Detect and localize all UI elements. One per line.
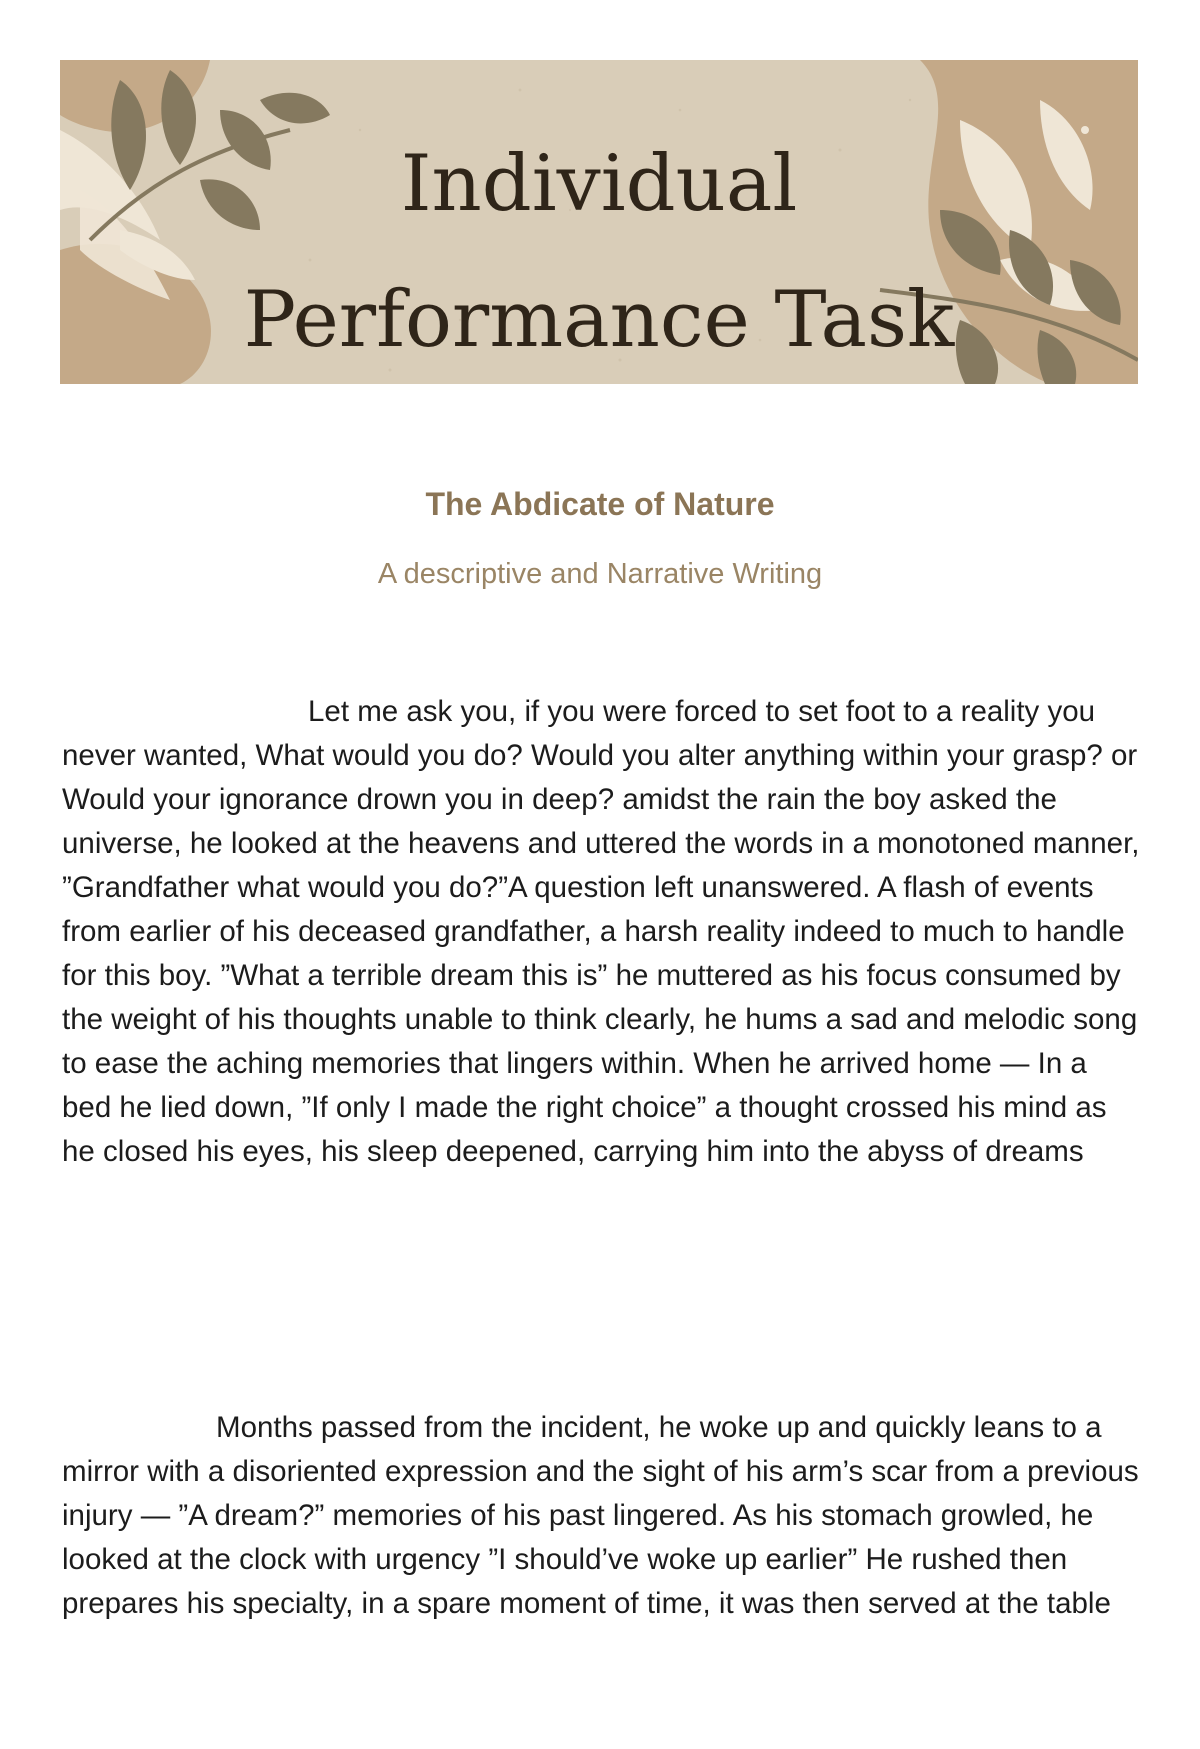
paragraph-1: Let me ask you, if you were forced to set foot to a reality you never wanted, What would you do? Would you alter anything within your grasp? or Would your ignorance drown you in deep? amidst the rain the boy asked the universe, he looked at the heavens and uttered the words in a monotoned manner, ”Grandfather what would you do?”A question left unanswered. A flash of events from earlier of his deceased grandfather, a harsh reality indeed to much to handle for this boy. ”What a terrible dream this is” he muttered as his focus consumed by the weight of his thoughts unable to think clearly, he hums a sad and melodic song to ease the aching memories that lingers within. When he arrived home — In a bed he lied down, ”If only I made the right choice” a thought crossed his mind as he closed his eyes, his sleep deepened, carrying him into the abyss of dreams bbox=[62, 695, 1140, 1168]
banner-title-line-2: Performance Task bbox=[243, 275, 955, 365]
banner-title bbox=[60, 116, 1138, 384]
title-banner bbox=[60, 60, 1138, 384]
document-title: The Abdicate of Nature bbox=[425, 486, 775, 522]
paragraph-2: Months passed from the incident, he woke up and quickly leans to a mirror with a disoriented expression and the sight of his arm’s scar from a previous injury — ”A dream?” memories of his past lingered. As his stomach growled, he looked at the clock with urgency ”I should’ve woke up earlier” He rushed then prepares his specialty, in a spare moment of time, it was then served at the table bbox=[62, 1411, 1139, 1620]
banner-title-line-1: Individual bbox=[400, 139, 798, 229]
document-subtitle: A descriptive and Narrative Writing bbox=[377, 558, 823, 590]
